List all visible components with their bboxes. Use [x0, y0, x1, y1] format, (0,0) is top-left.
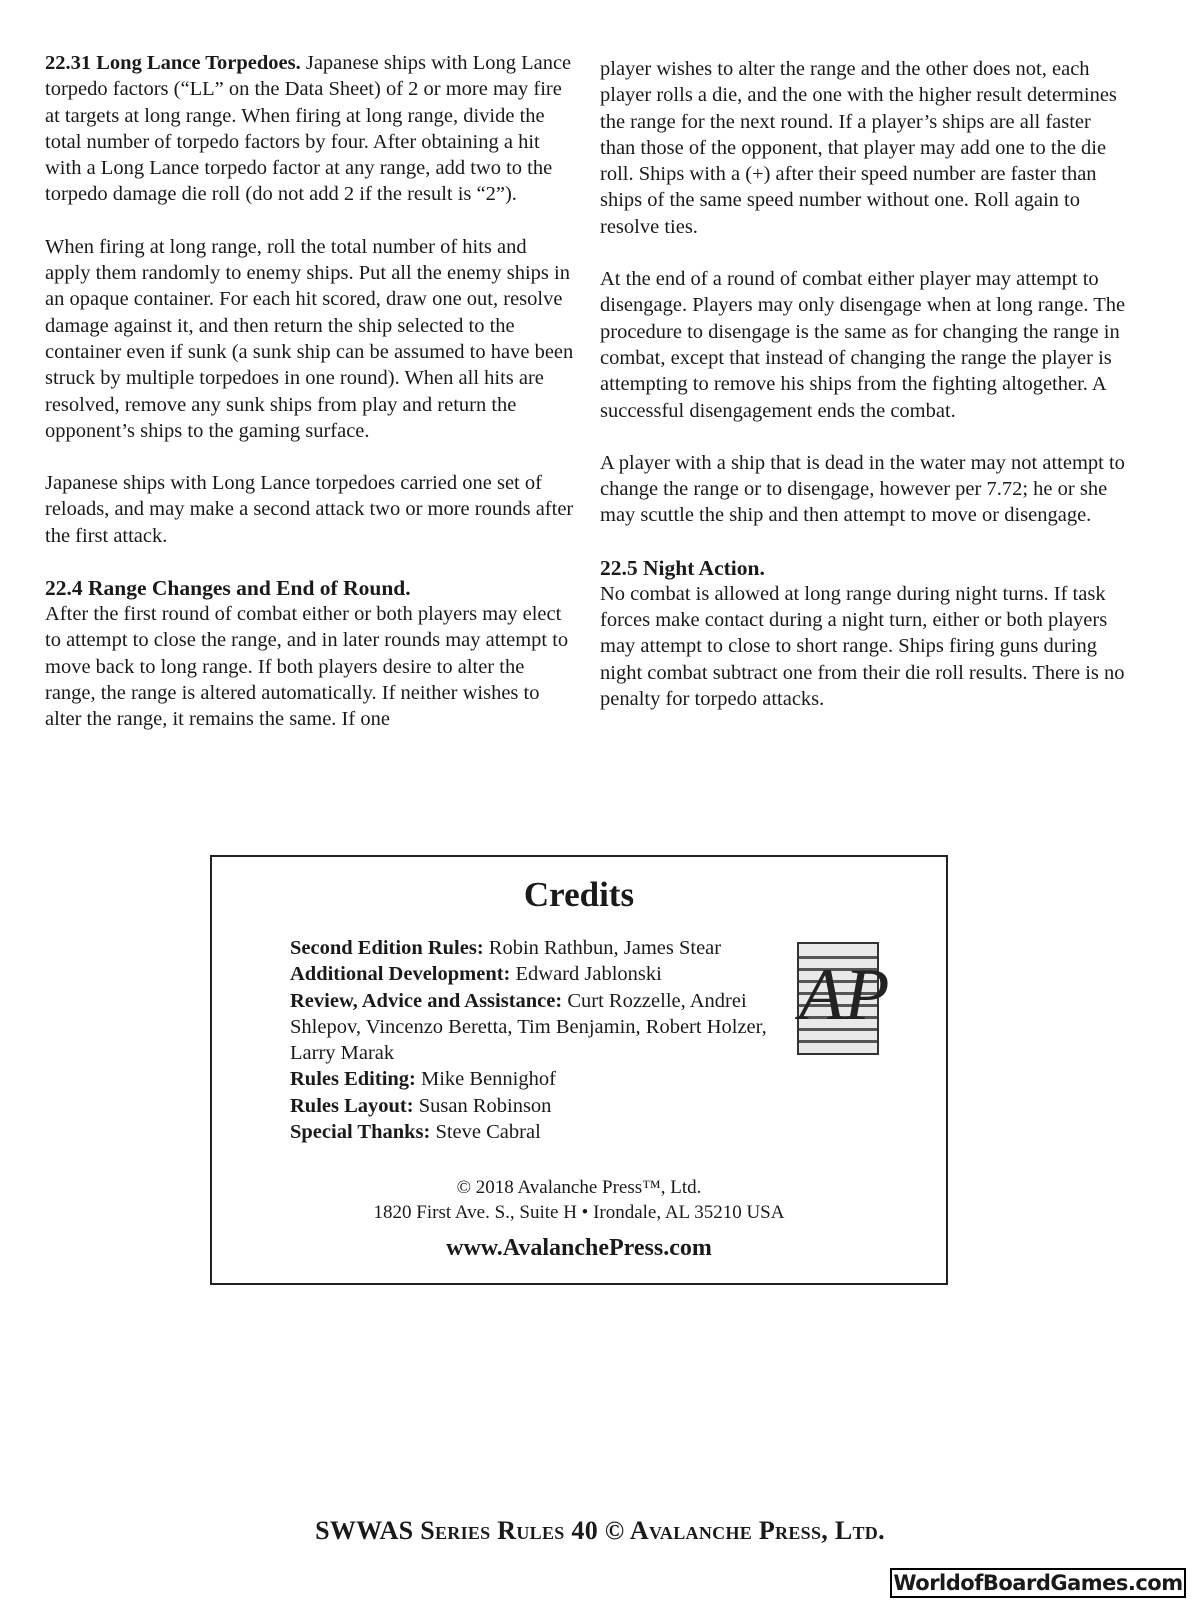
credit-value: Edward Jablonski	[515, 963, 662, 986]
credit-value: Robin Rathbun, James Stear	[488, 937, 722, 959]
credit-entry	[290, 961, 785, 987]
section-22-4-body: After the first round of combat either or both players may elect to attempt to close the range, and in later rounds may attempt to move back to long range. If both players desire to alter the range, the range is altered automatically. If neither wishes to alter the range, it remains the same. If one	[45, 603, 569, 731]
credit-entry	[290, 1093, 785, 1119]
credit-label: Review, Advice and Assistance:	[290, 989, 563, 1012]
section-22-31-heading: 22.31 Long Lance Torpedoes.	[45, 52, 301, 74]
logo-letters: AP	[799, 954, 890, 1036]
right-column	[600, 56, 1130, 738]
credit-value: Steve Cabral	[435, 1121, 541, 1144]
credit-label: Special Thanks:	[290, 1121, 431, 1144]
credit-value: Curt Rozzelle, Andrei Shlepov, Vincenzo Beretta, Tim Benjamin, Robert Holzer, Larry Marak	[290, 989, 767, 1065]
credit-entry	[290, 1119, 785, 1145]
dead-in-water-paragraph: A player with a ship that is dead in the water may not attempt to change the range or to disengage, however per 7.72; he or she may scuttle the ship and then attempt to move or disengage.	[600, 451, 1125, 527]
credits-copyright-block	[212, 1175, 946, 1225]
left-column	[45, 50, 575, 759]
credits-box	[210, 855, 948, 1285]
section-22-4-heading: 22.4 Range Changes and End of Round.	[45, 576, 411, 601]
credit-value: Mike Bennighof	[421, 1068, 556, 1091]
credit-label: Rules Editing:	[290, 1068, 416, 1091]
avalanche-press-logo	[797, 942, 890, 1055]
section-22-5-heading: 22.5 Night Action.	[600, 555, 765, 580]
disengage-paragraph: At the end of a round of combat either player may attempt to disengage. Players may only disengage when at long range. The procedure to disengage is the same as for changing the range in combat, except that instead of changing the range the player is attempting to remove his ships from the fighting altogether. A successful disengagement ends the combat.	[600, 268, 1126, 422]
copyright-line: © 2018 Avalanche Press™, Ltd.	[456, 1177, 702, 1198]
website-link: www.AvalanchePress.com	[446, 1235, 712, 1261]
long-range-paragraph: When firing at long range, roll the total number of hits and apply them randomly to enemy ships. Put all the enemy ships in an opaque container. For each hit scored, draw one out, resolve damage against it, and then return the ship selected to the container even if sunk (a sunk ship can be assumed to have been struck by multiple torpedoes in one round). When all hits are resolved, remove any sunk ships from play and return the opponent’s ships to the gaming surface.	[45, 235, 574, 442]
section-22-31-body: Japanese ships with Long Lance torpedo factors (“LL” on the Data Sheet) of 2 or more may fire at targets at long range. When firing at long range, divide the total number of torpedo factors by four. After obtaining a hit with a Long Lance torpedo factor at any range, add two to the torpedo damage die roll (do not add 2 if the result is “2”).	[45, 52, 572, 206]
credit-label: Rules Layout:	[290, 1094, 414, 1117]
credits-title: Credits	[523, 875, 635, 914]
watermark: WorldofBoardGames.com	[890, 1568, 1186, 1598]
credit-label: Additional Development:	[290, 963, 511, 986]
address-line: 1820 First Ave. S., Suite H • Irondale, AL 35210 USA	[373, 1202, 785, 1223]
section-22-5-body: No combat is allowed at long range during night turns. If task forces make contact during a night turn, either or both players may attempt to close to short range. Ships firing guns during night combat subtract one from their die roll results. There is no penalty for torpedo attacks.	[600, 582, 1125, 710]
credit-value: Susan Robinson	[418, 1094, 552, 1117]
range-continue-paragraph: player wishes to alter the range and the other does not, each player rolls a die, and the one with the higher result determines the range for the next round. If a player’s ships are all faster than those of the opponent, that player may add one to the die roll. Ships with a (+) after their speed number are faster than ships of the same speed number without one. Roll again to resolve ties.	[600, 58, 1117, 238]
credit-entry	[290, 988, 785, 1067]
credit-label: Second Edition Rules:	[290, 937, 484, 959]
reloads-paragraph: Japanese ships with Long Lance torpedoes carried one set of reloads, and may make a second attack two or more rounds after the first attack.	[45, 472, 574, 547]
credits-list	[290, 935, 785, 1145]
page-footer: SWWAS Series Rules 40 © Avalanche Press, Ltd.	[315, 1516, 885, 1545]
credit-entry	[290, 935, 785, 961]
credit-entry	[290, 1066, 785, 1092]
section-22-31	[45, 50, 575, 208]
